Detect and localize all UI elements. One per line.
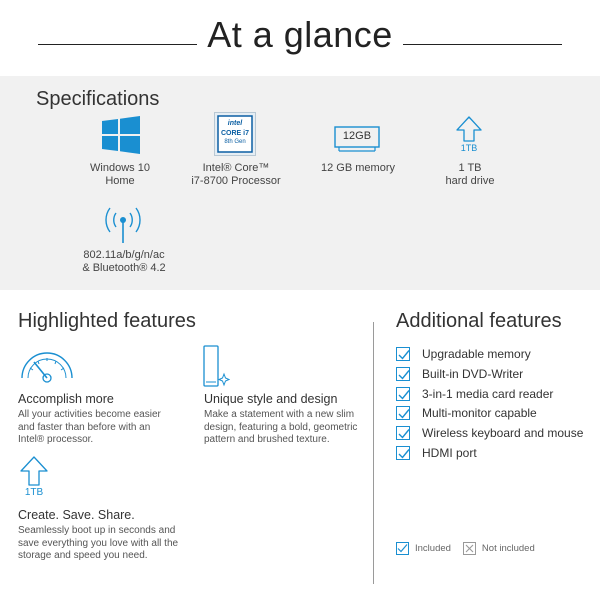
wireless-antenna-icon xyxy=(102,204,144,244)
section-divider xyxy=(373,322,374,584)
additional-feature-label: Upgradable memory xyxy=(422,347,531,361)
checkmark-icon xyxy=(396,387,410,401)
feature-create-desc: Seamlessly boot up in seconds and save everything you love with all the storage and speed you need. xyxy=(18,525,179,561)
additional-feature-item xyxy=(396,365,523,383)
specifications-title: Specifications xyxy=(36,88,160,110)
additional-feature-item xyxy=(396,385,553,403)
included-check-icon xyxy=(396,542,409,555)
spec-wireless-label: 802.11a/b/g/n/ac & Bluetooth® 4.2 xyxy=(82,249,166,274)
checkmark-icon xyxy=(396,367,410,381)
intel-badge-line1: CORE i7 xyxy=(220,130,249,137)
checkmark-icon xyxy=(396,426,410,440)
feature-create-title: Create. Save. Share. xyxy=(18,508,135,522)
additional-feature-label: Wireless keyboard and mouse xyxy=(422,426,584,440)
speedometer-icon xyxy=(18,346,76,386)
checkmark-icon xyxy=(396,446,410,460)
additional-feature-item xyxy=(396,424,583,442)
additional-feature-label: 3-in-1 media card reader xyxy=(422,387,554,401)
additional-features-title: Additional features xyxy=(396,310,562,332)
memory-chip-icon xyxy=(334,126,380,152)
spec-memory-label: 12 GB memory xyxy=(321,162,395,174)
feature-style-title: Unique style and design xyxy=(204,392,338,406)
storage-arrow-icon xyxy=(20,456,48,502)
additional-feature-label: Built-in DVD-Writer xyxy=(422,367,524,381)
intel-badge-brand: intel xyxy=(227,120,243,127)
hard-drive-badge-text: 1TB xyxy=(460,143,478,153)
spec-processor-label: Intel® Core™ i7-8700 Processor xyxy=(191,162,281,187)
additional-feature-label: HDMI port xyxy=(422,446,477,460)
checkmark-icon xyxy=(396,406,410,420)
spec-windows-label: Windows 10 Home xyxy=(90,162,150,187)
hard-drive-arrow-icon xyxy=(456,116,482,156)
windows-logo-icon xyxy=(102,116,140,154)
memory-badge-text: 12GB xyxy=(342,130,372,142)
additional-feature-item xyxy=(396,404,537,422)
spec-hard-drive-label: 1 TB hard drive xyxy=(445,162,495,187)
legend-included-label: Included xyxy=(415,543,451,554)
feature-style-desc: Make a statement with a new slim design, featuring a bold, geometric pattern and brushed texture. xyxy=(204,409,358,445)
page-title: At a glance xyxy=(0,14,600,56)
additional-feature-item xyxy=(396,345,531,363)
checkmark-icon xyxy=(396,347,410,361)
highlighted-features-title: Highlighted features xyxy=(18,310,196,332)
not-included-x-icon xyxy=(463,542,476,555)
storage-badge-text: 1TB xyxy=(24,487,44,498)
additional-feature-label: Multi-monitor capable xyxy=(422,406,537,420)
style-sparkle-icon xyxy=(202,344,230,388)
feature-accomplish-desc: All your activities become easier and faster than before with an Intel® processor. xyxy=(18,409,161,445)
intel-core-i7-badge-icon xyxy=(214,112,256,156)
feature-legend xyxy=(396,542,535,555)
feature-accomplish-title: Accomplish more xyxy=(18,392,114,406)
additional-feature-item xyxy=(396,444,477,462)
intel-badge-line2: 8th Gen xyxy=(224,139,246,145)
legend-not-included-label: Not included xyxy=(481,543,535,554)
